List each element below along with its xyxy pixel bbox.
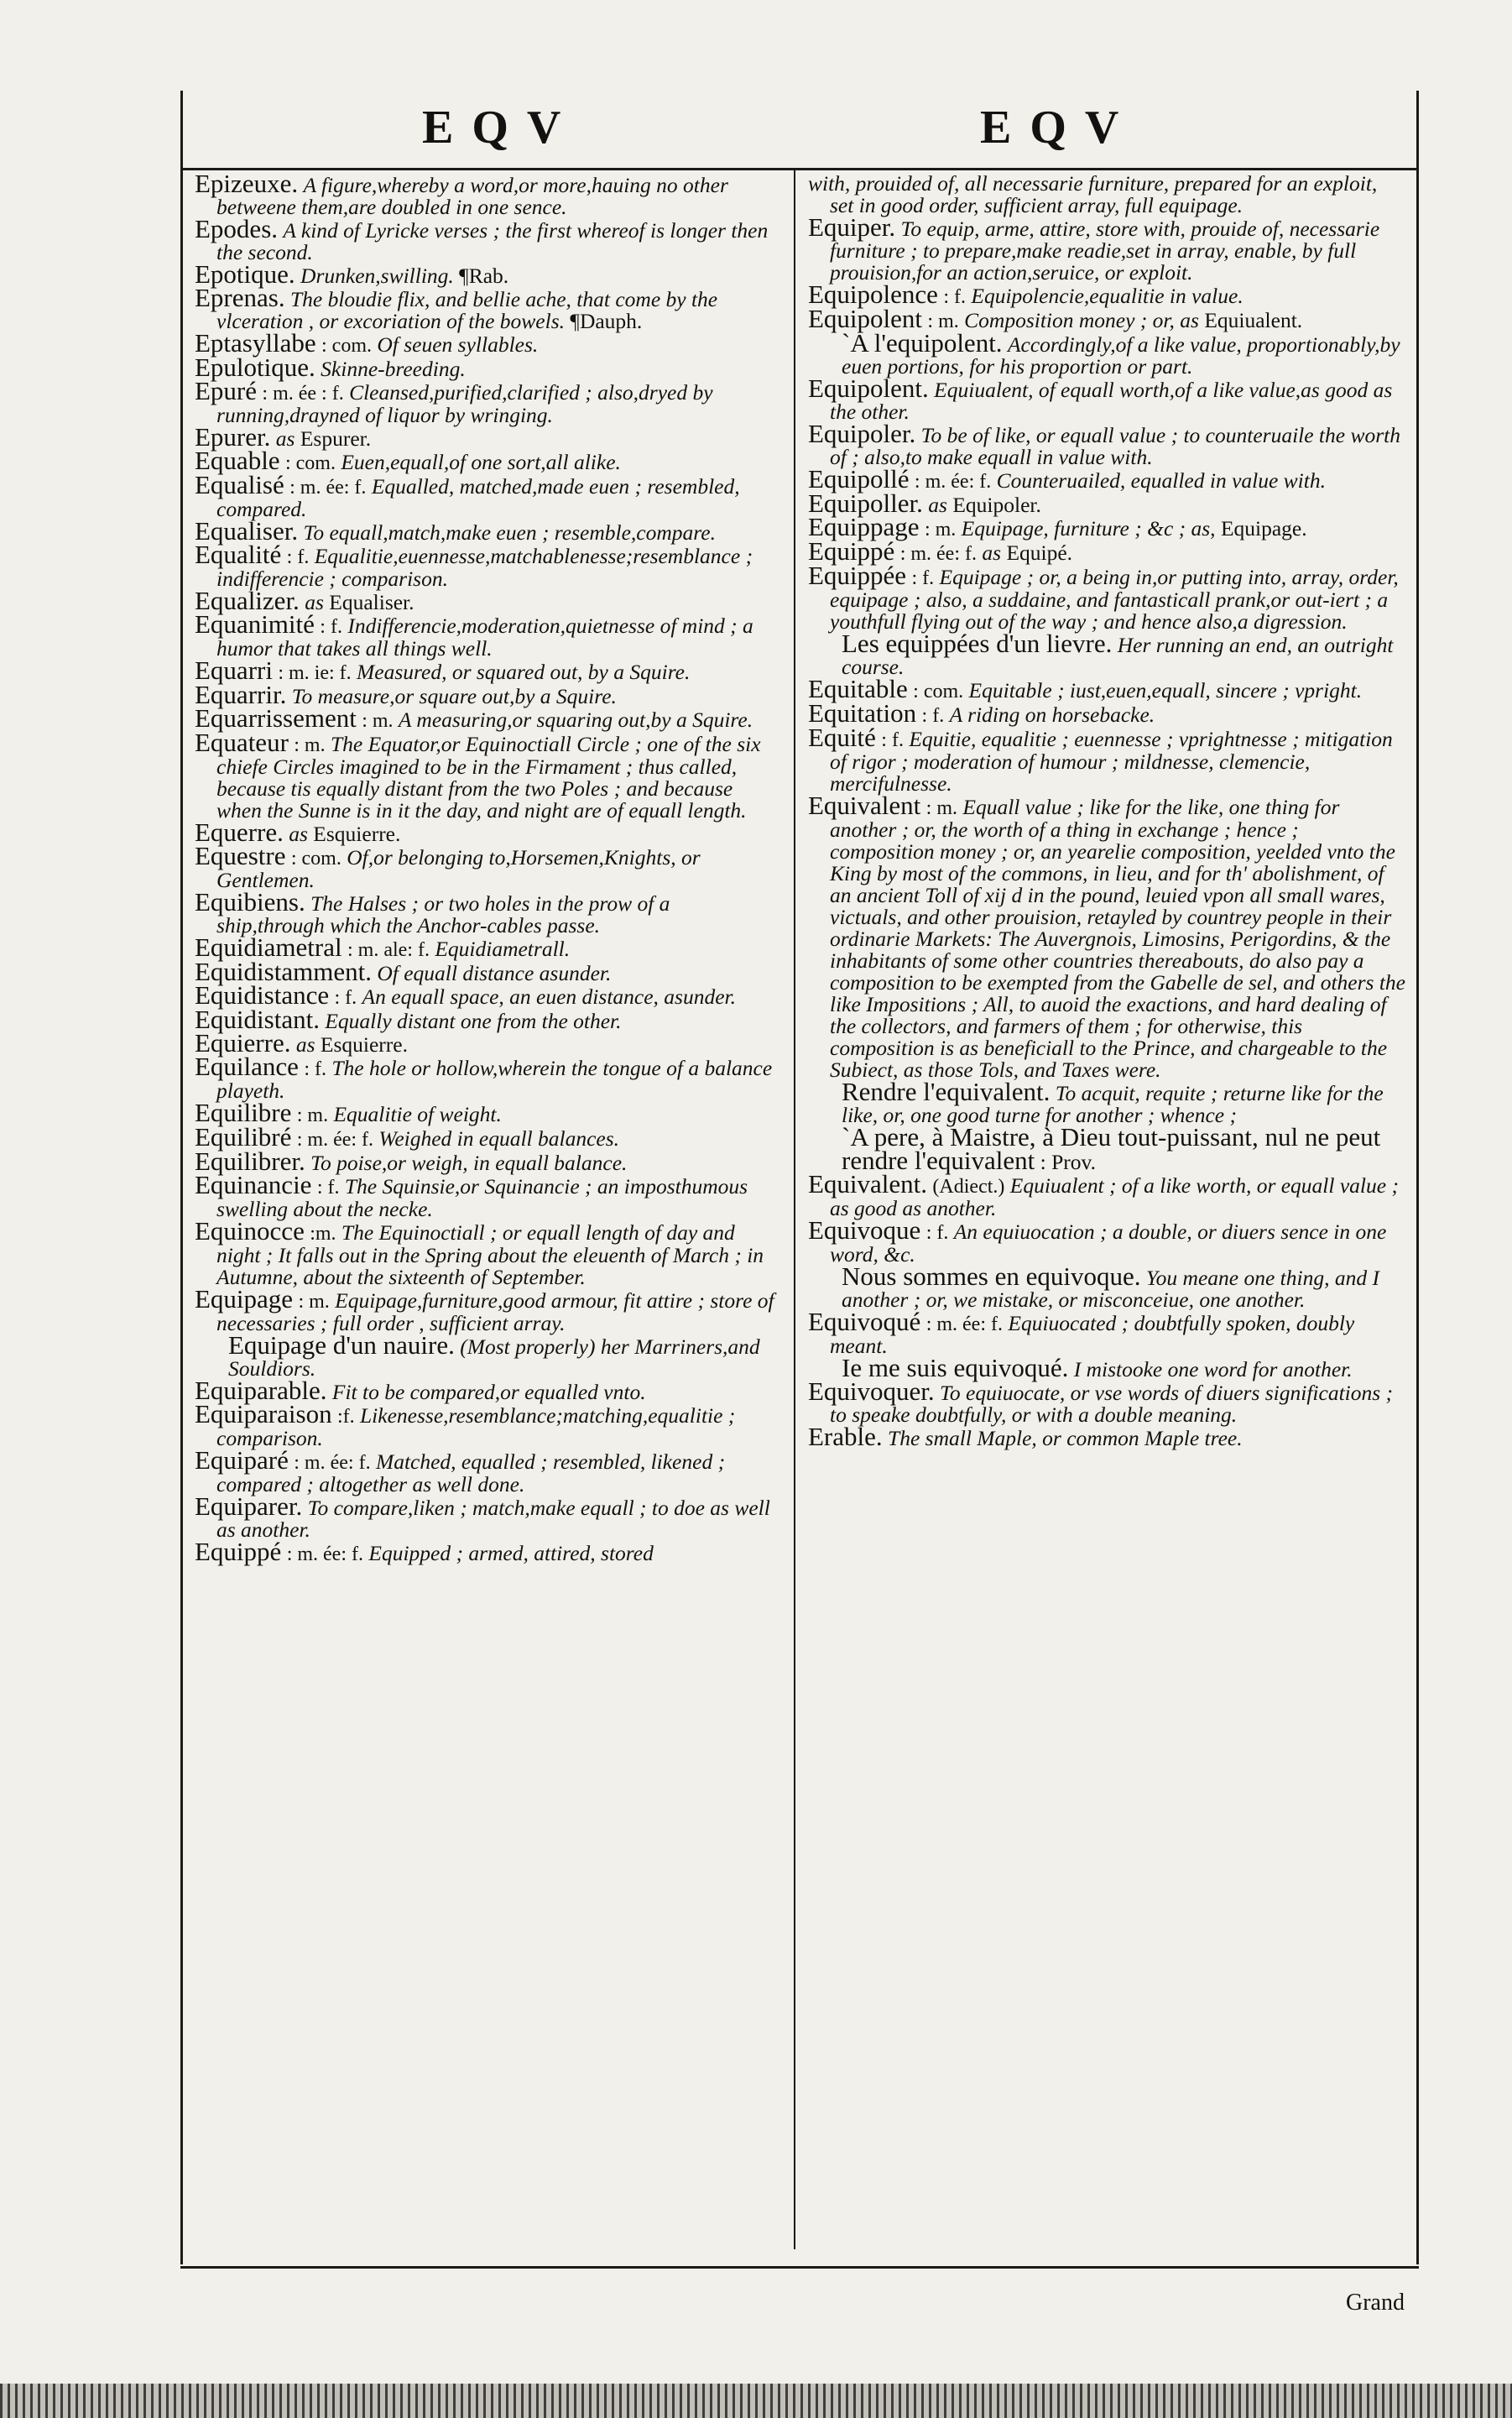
entry-definition: The hole or hollow,wherein the tongue of a balance playeth. [216, 1056, 773, 1103]
entry-grammar: : f. [286, 546, 310, 568]
entry-definition: as [275, 426, 295, 451]
entry-definition: The Squinsie,or Squinancie ; an imposthumous swelling about the necke. [216, 1174, 748, 1221]
entry-headword: Equateur [195, 728, 289, 757]
entry-definition: Skinne-breeding. [321, 357, 466, 381]
entry-definition: Equipage, furniture ; &c ; as, [961, 516, 1216, 541]
entry-headword: Equiparable. [195, 1376, 327, 1405]
entry-headword: Equipoler. [808, 419, 916, 448]
entry-definition: A kind of Lyricke verses ; the first whereof is longer then the second. [216, 218, 769, 264]
entry-headword: Equippage [808, 512, 920, 541]
dictionary-entry [808, 373, 1405, 424]
catchword: Grand [1346, 2290, 1405, 2316]
entry-grammar: (Adiect.) [932, 1176, 1005, 1198]
left-column [195, 169, 782, 1566]
entry-headword: Equiparé [195, 1445, 289, 1475]
entry-headword: Equilibre [195, 1098, 292, 1127]
entry-grammar: : f. [943, 286, 966, 308]
entry-headword: Equitable [808, 674, 908, 703]
entry-grammar: : f. [921, 705, 945, 727]
entry-definition: Of,or belonging to,Horsemen,Knights, or Gentlemen. [216, 845, 701, 892]
entry-grammar: : m. ée : f. [262, 383, 344, 405]
entry-definition: A measuring,or squaring out,by a Squire. [398, 708, 753, 732]
dictionary-entry [808, 173, 1405, 217]
entry-grammar: : f. [925, 1222, 949, 1244]
entry-definition: as [305, 590, 324, 614]
entry-definition: The Equinoctiall ; or equall length of day and night ; It falls out in the Spring about the eleuenth of March ; in Autumne, about the sixteenth of September. [216, 1220, 764, 1289]
entry-headword: Equarrissement [195, 703, 357, 733]
entry-grammar: : m. ée: f. [294, 1452, 371, 1474]
dictionary-entry [195, 1330, 782, 1381]
entry-headword: Equalisé [195, 470, 284, 499]
entry-cross-reference: Equipé. [1006, 541, 1073, 565]
entry-headword: Equierre. [195, 1028, 291, 1058]
dictionary-entry [195, 516, 782, 546]
entry-definition: The bloudie flix, and bellie ache, that come by the vlceration , or excoriation of the bowels. [216, 287, 718, 333]
dictionary-entry [195, 1537, 782, 1566]
entry-grammar: :f. [336, 1406, 355, 1428]
entry-definition: Equalled, matched,made euen ; resembled, compared. [216, 474, 740, 521]
entry-headword: Equippé [195, 1537, 282, 1566]
entry-headword: Equipolent. [808, 373, 929, 403]
entry-definition: Equidiametrall. [435, 937, 571, 961]
entry-headword: Equiparer. [195, 1491, 303, 1521]
entry-grammar: : f. [911, 567, 935, 589]
entry-headword: Equippée [808, 561, 907, 590]
entry-headword: Rendre l'equivalent. [842, 1077, 1051, 1106]
entry-headword: `A pere, à Maistre, à Dieu tout-puissant, nul ne peut rendre l'equivalent [842, 1122, 1381, 1175]
entry-definition: Equiualent, of equall worth,of a like value,as good as the other. [830, 378, 1393, 424]
entry-definition: An equall space, an euen distance, asunder. [362, 984, 736, 1009]
entry-definition: A riding on horsebacke. [949, 702, 1155, 727]
entry-headword: Eptasyllabe [195, 328, 316, 358]
entry-definition: with, prouided of, all necessarie furniture, prepared for an exploit, set in good order, sufficient array, full equipage. [808, 171, 1378, 217]
entry-headword: Equilibrer. [195, 1146, 305, 1176]
entry-headword: Equidistant. [195, 1005, 320, 1034]
entry-definition: Fit to be compared,or equalled vnto. [331, 1380, 646, 1404]
entry-cross-reference: Equiualent. [1204, 308, 1303, 332]
entry-headword: Equippé [808, 536, 895, 566]
entry-headword: Equivalent [808, 791, 921, 820]
entry-definition: (Most properly) her Marriners,and Souldiors. [228, 1334, 760, 1381]
dictionary-entry [195, 214, 782, 264]
dictionary-entry [808, 1215, 1405, 1266]
entry-definition: Counteruailed, equalled in value with. [996, 468, 1326, 493]
dictionary-entry [195, 353, 782, 382]
entry-definition: Matched, equalled ; resembled, likened ; compared ; altogether as well done. [216, 1449, 726, 1496]
entry-definition: Equipolencie,equalitie in value. [971, 284, 1243, 308]
scan-edge-strip [0, 2384, 1512, 2418]
entry-grammar: : f. [334, 987, 357, 1009]
dictionary-entry [195, 1052, 782, 1103]
dictionary-entry [195, 728, 782, 823]
dictionary-entry [808, 791, 1405, 1082]
entry-cross-reference: : Prov. [1040, 1150, 1096, 1174]
entry-headword: Equibiens. [195, 887, 305, 917]
dictionary-entry [808, 1376, 1405, 1427]
entry-headword: Equalizer. [195, 586, 300, 615]
entry-definition: To be of like, or equall value ; to counteruaile the worth of ; also,to make equall in value with. [830, 423, 1400, 469]
entry-cross-reference: ¶Rab. [459, 264, 509, 288]
entry-definition: as [928, 493, 947, 517]
entry-grammar: : com. [290, 848, 342, 870]
entry-headword: Equipage [195, 1284, 294, 1313]
entry-headword: Equestre [195, 841, 286, 870]
entry-grammar: : m. ée: f. [289, 477, 367, 499]
entry-definition: Equall value ; like for the like, one thing for another ; or, the worth of a thing in exchange ; hence ; composition money ; or, an yearelie composition, yeelded vnto the King by most of the commons, in lieu, and for th' abolishment, of an ancient Toll of xij d in the pound, leuied vpon all small wares, victuals, and other prouision, retayled by countrey people in their ordinarie Markets: The Auvergnois, Limosins, Perigordins, & the inhabitants of some other countries thereabouts, do also pay a composition to be exempted from the Gabelle de sel, and others the like Impositions ; All, to auoid the exactions, and hard dealing of the collectors, and farmers of them ; for otherwise, this composition is as beneficiall to the Prince, and chargeable to the Subiect, as those Tols, and Taxes were. [830, 795, 1405, 1082]
dictionary-entry [808, 419, 1405, 469]
column-divider [794, 168, 795, 2249]
entry-definition: Equally distant one from the other. [325, 1009, 622, 1033]
entry-definition: The Equator,or Equinoctiall Circle ; one of the six chiefe Circles imagined to be in the Firmament ; thus called, because tis equally distant from the two Poles ; and because when the Sunne is in it the day, and night are of equall length. [216, 732, 761, 823]
entry-definition: I mistooke one word for another. [1073, 1357, 1353, 1381]
entry-headword: Equipolence [808, 279, 938, 309]
dictionary-entry [808, 328, 1405, 379]
dictionary-entry [808, 212, 1405, 285]
dictionary-entry [195, 283, 782, 333]
entry-headword: Equidiametral [195, 932, 342, 962]
entry-headword: Epizeuxe. [195, 169, 299, 198]
dictionary-page [180, 91, 1419, 2316]
entry-definition: Equipage,furniture,good armour, fit attire ; store of necessaries ; full order , sufficient array. [216, 1288, 774, 1335]
entry-headword: Erable. [808, 1422, 883, 1451]
entry-headword: Equipoller. [808, 488, 923, 518]
dictionary-entry [195, 609, 782, 661]
entry-definition: Composition money ; or, as [964, 308, 1199, 332]
entry-cross-reference: Equipoler. [952, 493, 1041, 517]
entry-headword: Equarrir. [195, 680, 287, 709]
entry-grammar: : m. [927, 311, 959, 332]
entry-grammar: : f. [304, 1058, 326, 1080]
entry-cross-reference: Equaliser. [329, 590, 414, 614]
entry-definition: To equall,match,make euen ; resemble,compare. [303, 520, 716, 545]
dictionary-entry [808, 1169, 1405, 1220]
entry-grammar: : f. [881, 729, 904, 751]
entry-definition: Her running an end, an outright course. [842, 633, 1394, 679]
entry-definition: Of equall distance asunder. [377, 961, 612, 985]
dictionary-entry [808, 1307, 1405, 1358]
dictionary-entry [195, 422, 782, 452]
entry-grammar: : f. [320, 616, 342, 638]
dictionary-entry [195, 169, 782, 219]
dictionary-entry [195, 1491, 782, 1542]
entry-definition: Euen,equall,of one sort,all alike. [341, 450, 621, 474]
entry-grammar: : m. ale: f. [347, 939, 430, 961]
dictionary-entry [195, 540, 782, 591]
entry-definition: To compare,liken ; match,make equall ; to doe as well as another. [216, 1496, 770, 1542]
dictionary-entry [808, 1122, 1405, 1175]
dictionary-entry [195, 1216, 782, 1289]
entry-headword: Equitation [808, 698, 917, 728]
entry-definition: Equipage ; or, a being in,or putting into, array, order, equipage ; also, a suddaine, and fantasticall prank,or out-iert ; a youthfull flying out of the way ; and hence also,a digression. [830, 565, 1399, 634]
entry-headword: Equalité [195, 540, 282, 569]
entry-definition: Equalitie,euennesse,matchablenesse;resemblance ; indifferencie ; comparison. [216, 544, 753, 591]
entry-definition: To equip, arme, attire, store with, prouide of, necessarie furniture ; to prepare,make readie,set in array, enable, by full prouision,for an action,seruice, or exploit. [830, 217, 1380, 285]
right-column [808, 173, 1405, 1449]
entry-headword: Equivoquer. [808, 1376, 935, 1406]
dictionary-entry [808, 698, 1405, 728]
entry-definition: Measured, or squared out, by a Squire. [357, 660, 691, 684]
running-header [183, 91, 1416, 170]
dictionary-entry [195, 470, 782, 521]
entry-grammar: : m. [296, 1105, 329, 1126]
entry-definition: Equalitie of weight. [333, 1102, 502, 1126]
entry-headword: Equerre. [195, 817, 284, 847]
dictionary-entry [808, 1077, 1405, 1127]
entry-headword: Equipollé [808, 464, 910, 494]
header-left: EQV [422, 102, 580, 154]
dictionary-entry [195, 1399, 782, 1450]
entry-definition: Equitable ; iust,euen,equall, sincere ; vpright. [968, 678, 1363, 702]
entry-definition: You meane one thing, and I another ; or, we mistake, or misconceiue, one another. [842, 1266, 1379, 1312]
entry-definition: Drunken,swilling. [300, 264, 454, 288]
entry-headword: Equidistance [195, 980, 330, 1010]
entry-definition: An equiuocation ; a double, or diuers sence in one word, &c. [830, 1219, 1387, 1266]
entry-grammar: : m. ée: f. [899, 543, 977, 565]
entry-grammar: : m. [294, 734, 326, 756]
entry-headword: Equable [195, 446, 280, 475]
entry-headword: Equarri [195, 655, 273, 685]
entry-headword: Equité [808, 723, 876, 752]
dictionary-entry [808, 629, 1405, 679]
entry-grammar: : m. [925, 797, 958, 819]
entry-grammar: : m. [298, 1291, 330, 1313]
entry-headword: Ie me suis equivoqué. [842, 1353, 1069, 1382]
entry-headword: Equivoqué [808, 1307, 921, 1336]
entry-headword: Equipage d'un nauire. [228, 1330, 455, 1360]
dictionary-entry [195, 841, 782, 892]
page-bottom-rule [180, 2266, 1419, 2275]
entry-headword: Equipolent [808, 304, 923, 333]
dictionary-entry [195, 376, 782, 427]
entry-grammar: :m. [310, 1223, 336, 1245]
entry-definition: Equiualent ; of a like worth, or equall value ; as good as another. [830, 1173, 1399, 1220]
entry-definition: To measure,or square out,by a Squire. [291, 684, 617, 708]
dictionary-entry [195, 887, 782, 937]
entry-headword: Nous sommes en equivoque. [842, 1261, 1141, 1291]
entry-headword: Epurer. [195, 422, 271, 452]
entry-grammar: : m. ée: f. [925, 1313, 1003, 1335]
entry-definition: Weighed in equall balances. [378, 1126, 620, 1151]
entry-grammar: : m. ée: f. [296, 1129, 374, 1151]
entry-definition: Equipped ; armed, attired, stored [368, 1541, 654, 1565]
entry-grammar: : m. [362, 710, 394, 732]
entry-cross-reference: Esquierre. [320, 1032, 408, 1057]
entry-cross-reference: ¶Dauph. [570, 309, 643, 333]
entry-definition: Indifferencie,moderation,quietnesse of mind ; a humor that takes all things well. [216, 614, 753, 661]
entry-grammar: : m. [924, 519, 957, 541]
entry-grammar: : f. [316, 1177, 340, 1199]
entry-grammar: : com. [284, 452, 336, 474]
dictionary-entry [808, 1261, 1405, 1312]
entry-definition: Cleansed,purified,clarified ; also,dryed by running,drayned of liquor by wringing. [216, 380, 713, 427]
entry-headword: Equivalent. [808, 1169, 928, 1199]
entry-definition: Equiuocated ; doubtfully spoken, doubly meant. [830, 1311, 1355, 1358]
entry-definition: The small Maple, or common Maple tree. [888, 1426, 1243, 1450]
entry-headword: Equidistamment. [195, 957, 372, 986]
entry-definition: Accordingly,of a like value, proportionably,by euen portions, for his proportion or part. [842, 332, 1400, 379]
entry-headword: Equiparaison [195, 1399, 332, 1428]
entry-cross-reference: Esquierre. [313, 822, 401, 846]
entry-headword: Epuré [195, 376, 258, 405]
entry-headword: Equilance [195, 1052, 299, 1081]
entry-grammar: : m. ie: f. [278, 662, 352, 684]
entry-headword: Equinancie [195, 1170, 312, 1199]
entry-grammar: : com. [913, 681, 964, 702]
entry-cross-reference: Equipage. [1220, 516, 1307, 541]
entry-grammar: : m. ée: f. [914, 471, 992, 493]
entry-headword: `A l'equipolent. [842, 328, 1003, 358]
entry-definition: Equitie, equalitie ; euennesse ; vprightnesse ; mitigation of rigor ; moderation of humour ; mildnesse, clemencie, mercifulnesse. [830, 727, 1393, 796]
entry-grammar: : com. [321, 335, 372, 357]
dictionary-entry [808, 512, 1405, 541]
dictionary-entry [808, 723, 1405, 796]
entry-definition: To poise,or weigh, in equall balance. [310, 1151, 628, 1175]
entry-headword: Epotique. [195, 259, 295, 289]
entry-headword: Equiper. [808, 212, 896, 242]
dictionary-entry [808, 561, 1405, 634]
entry-definition: To equiuocate, or vse words of diuers significations ; to speake doubtfully, or with a double meaning. [830, 1381, 1394, 1427]
entry-cross-reference: Espurer. [300, 426, 372, 451]
entry-definition: as [982, 541, 1002, 565]
dictionary-entry [195, 1170, 782, 1221]
entry-headword: Equanimité [195, 609, 315, 639]
entry-headword: Equinocce [195, 1216, 305, 1246]
entry-definition: The Halses ; or two holes in the prow of a ship,through which the Anchor-cables passe. [216, 891, 670, 937]
entry-definition: as [289, 822, 308, 846]
entry-definition: A figure,whereby a word,or more,hauing no other betweene them,are doubled in one sence. [216, 173, 728, 219]
entry-grammar: : m. ée: f. [286, 1543, 363, 1565]
dictionary-entry [195, 1445, 782, 1496]
entry-headword: Eprenas. [195, 283, 285, 312]
entry-headword: Equaliser. [195, 516, 299, 546]
entry-definition: To acquit, requite ; returne like for the like, or, one good turne for another ; whence ; [842, 1081, 1384, 1127]
entry-definition: Of seuen syllables. [377, 332, 539, 357]
entry-headword: Epodes. [195, 214, 279, 243]
dictionary-entry [195, 1284, 782, 1335]
entry-headword: Equilibré [195, 1122, 292, 1152]
dictionary-entry [808, 1422, 1405, 1451]
entry-headword: Epulotique. [195, 353, 315, 382]
header-right: EQV [980, 102, 1138, 154]
entry-headword: Equivoque [808, 1215, 921, 1245]
entry-definition: as [295, 1032, 315, 1057]
entry-definition: Likenesse,resemblance;matching,equalitie ; comparison. [216, 1403, 736, 1450]
entry-headword: Les equippées d'un lievre. [842, 629, 1113, 658]
